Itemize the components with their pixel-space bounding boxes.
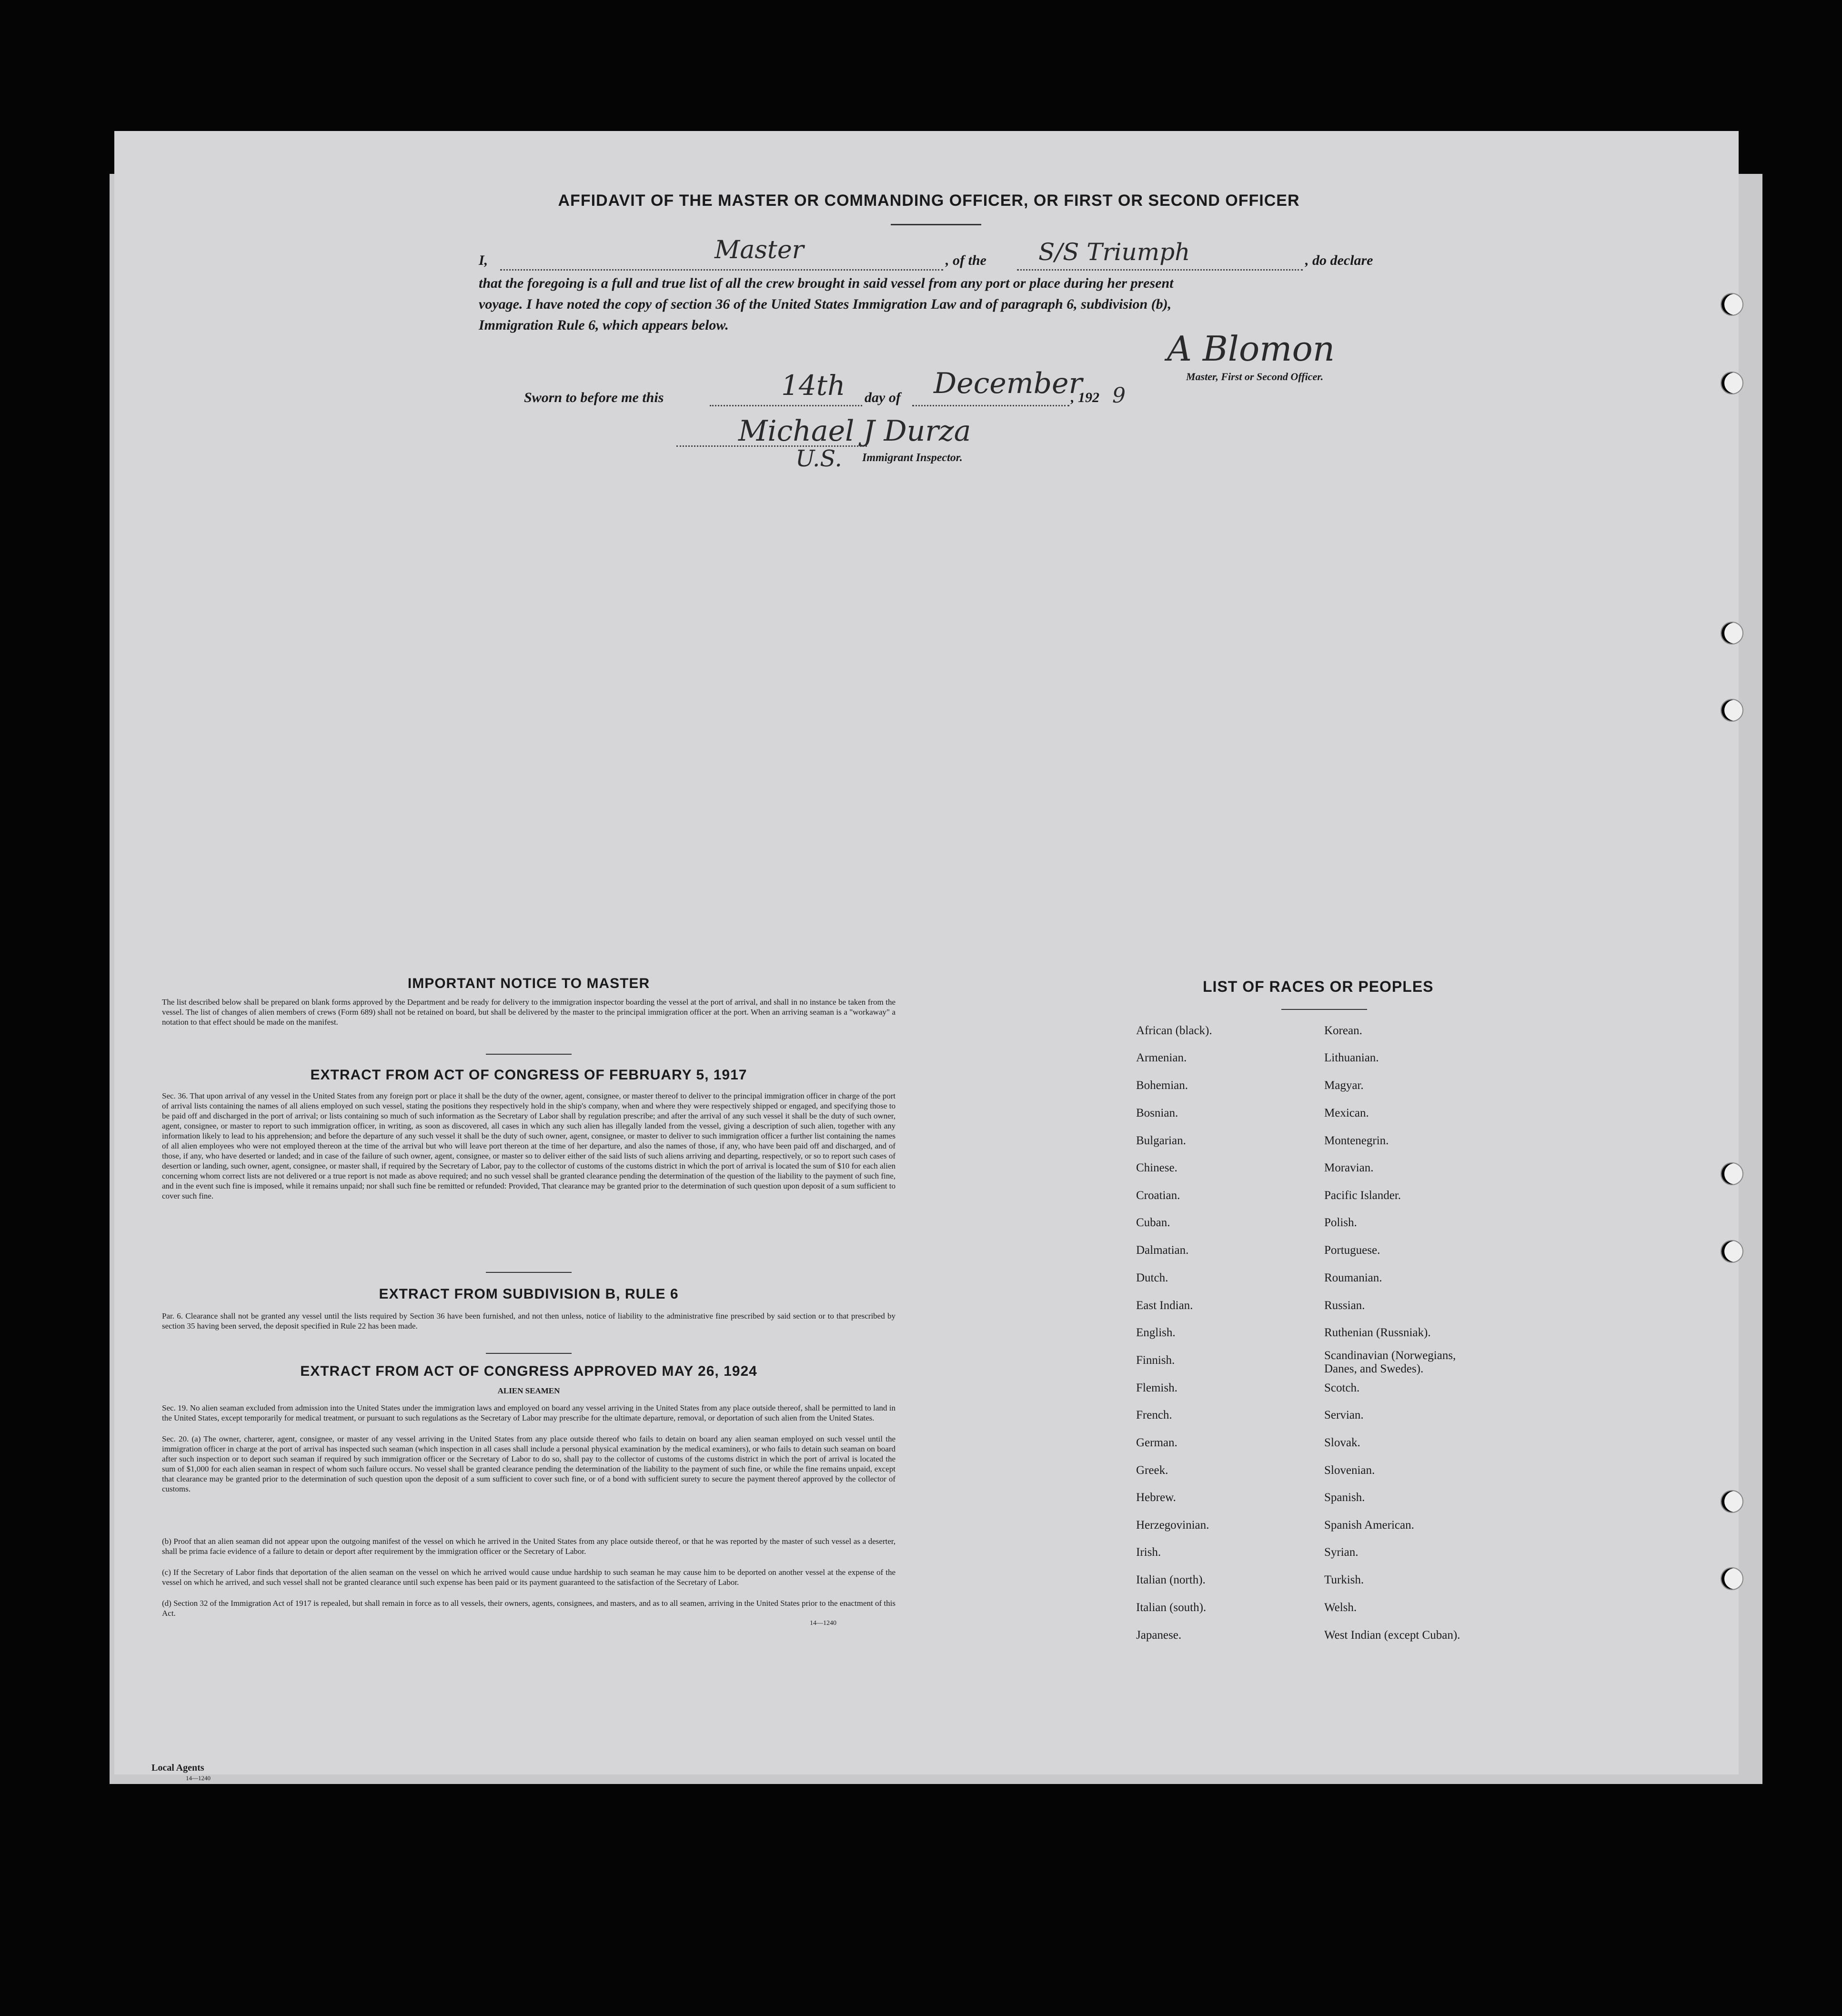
- notice-rule: [486, 1054, 572, 1055]
- race-item-right: Welsh.: [1324, 1601, 1357, 1614]
- race-item-right: Syrian.: [1324, 1546, 1359, 1559]
- punch-hole: [1721, 1567, 1743, 1590]
- extract-1924-subtitle: ALIEN SEAMEN: [497, 1386, 560, 1395]
- extract-1924-sec20a: Sec. 20. (a) The owner, charterer, agent, consignee, or master of any vessel arriving in the United States from any place outside thereof who fails to detain on board any alien seaman employed on such vessel until the immigration officer in charge at the port of arrival has inspected such seaman (which inspection in all cases shall include a personal physical examination by the medical examiners), or who fails to detain such seaman on board after such inspection or to deport such seaman if required by such immigration officer or the Secretary of Labor to do so, shall pay to the collector of customs of the customs district in which the port of arrival is located the sum of $1,000 for each alien seaman in respect of whom such failure occurs. No vessel shall be granted clearance pending the determination of the liability to the payment of such fine, or while the fine remains unpaid, except that clearance may be granted prior to the determination of such question upon the deposit of a sum sufficient to cover such fine, or of a bond with sufficient surety to secure the payment thereof approved by the collector of customs.: [162, 1434, 896, 1493]
- race-item-right: West Indian (except Cuban).: [1324, 1629, 1460, 1642]
- affidavit-body-line2: voyage. I have noted the copy of section 36 of the United States Immigration Law and of paragraph 6, subdivision (b),: [479, 296, 1172, 312]
- race-item-left: Finnish.: [1136, 1354, 1175, 1367]
- vessel-handwritten: S/S Triumph: [1038, 238, 1190, 266]
- race-item-right: Magyar.: [1324, 1079, 1364, 1092]
- race-item-left: Irish.: [1136, 1546, 1161, 1559]
- officer-caption: Master, First or Second Officer.: [1186, 371, 1324, 383]
- race-item-left: Bosnian.: [1136, 1107, 1178, 1119]
- day-of-label: day of: [865, 390, 901, 405]
- punch-hole: [1721, 1162, 1743, 1185]
- title-rule: [891, 224, 981, 225]
- race-item-left: Croatian.: [1136, 1189, 1180, 1202]
- race-item-left: Italian (north).: [1136, 1573, 1206, 1586]
- punch-hole: [1721, 1240, 1743, 1263]
- race-item-left: Dalmatian.: [1136, 1244, 1189, 1257]
- race-item-right: Slovak.: [1324, 1436, 1360, 1449]
- race-item-left: Flemish.: [1136, 1381, 1178, 1394]
- of-the-label: , of the: [946, 252, 986, 268]
- month-handwritten: December: [934, 367, 1083, 400]
- day-line: [710, 405, 862, 406]
- officer-signature: A Blomon: [1167, 329, 1335, 369]
- i-label: I,: [479, 252, 488, 268]
- rank-line: [500, 269, 943, 271]
- race-item-right: Korean.: [1324, 1024, 1362, 1037]
- race-item-right: Spanish.: [1324, 1491, 1365, 1504]
- race-item-right: Moravian.: [1324, 1161, 1374, 1174]
- race-item-right: Spanish American.: [1324, 1519, 1414, 1532]
- month-line: [912, 405, 1069, 406]
- race-item-left: Herzegovinian.: [1136, 1519, 1209, 1532]
- extract-rule6-text: Par. 6. Clearance shall not be granted any vessel until the lists required by Section 36 have been furnished, and not then unless, notice of liability to the administrative fine prescribed by said section or to that prescribed by section 35 having been served, the deposit specified in Rule 22 has been made.: [162, 1311, 896, 1331]
- races-title: LIST OF RACES OR PEOPLES: [1203, 978, 1434, 995]
- race-item-right: Ruthenian (Russniak).: [1324, 1326, 1431, 1339]
- race-item-left: Chinese.: [1136, 1161, 1178, 1174]
- extract-form-number: 14—1240: [810, 1620, 836, 1627]
- extract-1917-title: EXTRACT FROM ACT OF CONGRESS OF FEBRUARY 5, 1917: [310, 1067, 747, 1083]
- punch-hole: [1721, 293, 1743, 316]
- affidavit-body-line3: Immigration Rule 6, which appears below.: [479, 317, 729, 333]
- rank-handwritten: Master: [715, 236, 804, 264]
- punch-hole: [1721, 1490, 1743, 1513]
- race-item-left: Bohemian.: [1136, 1079, 1188, 1092]
- race-item-right: Mexican.: [1324, 1107, 1369, 1119]
- race-item-right: Pacific Islander.: [1324, 1189, 1401, 1202]
- race-item-left: French.: [1136, 1409, 1172, 1421]
- punch-hole: [1721, 372, 1743, 394]
- punch-hole: [1721, 622, 1743, 645]
- race-item-left: Italian (south).: [1136, 1601, 1207, 1614]
- race-item-right: Russian.: [1324, 1299, 1365, 1312]
- extract-rule6-rule: [486, 1353, 572, 1354]
- races-rule: [1281, 1009, 1367, 1010]
- race-item-left: Japanese.: [1136, 1629, 1182, 1642]
- race-item-left: African (black).: [1136, 1024, 1212, 1037]
- vessel-line: [1017, 269, 1303, 271]
- extract-1924-sec20d: (d) Section 32 of the Immigration Act of 1917 is repealed, but shall remain in force as to all vessels, their owners, agents, consignees, and masters, and as to all seamen, arriving in the United States prior to the enactment of this Act.: [162, 1599, 896, 1618]
- notice-title: IMPORTANT NOTICE TO MASTER: [407, 976, 650, 991]
- do-declare-label: , do declare: [1305, 252, 1373, 268]
- affidavit-body-line1: that the foregoing is a full and true list of all the crew brought in said vessel from any port or place during her present: [479, 275, 1174, 291]
- extract-1917-text: Sec. 36. That upon arrival of any vessel in the United States from any foreign port or place it shall be the duty of the owner, agent, consignee, or master thereof to deliver to the principal immigration officer in charge of the port of arrival lists containing the names of all aliens employed on such vessel, stating the positions they respectively hold in the ship's company, when and where they were respectively shipped or engaged, and specifying those to be paid off and discharged in the port of arrival; or lists containing so much of such information as the Secretary of Labor shall by regulation prescribe; and after the arrival of any such vessel it shall be the duty of such owner, agent, consignee, or master to report to such immigration officer, in writing, as soon as discovered, all cases in which any such alien has illegally landed from the vessel, giving a description of such alien, together with any information likely to lead to his apprehension; and before the departure of any such vessel it shall be the duty of such owner, agent, consignee, or master to deliver to such immigration officer a further list containing the names of all alien employees who were not employed thereon at the time of the arrival but who will leave port thereon at the time of her departure, and also the names of those, if any, who have been paid off and discharged, and of those, if any, who have deserted or landed; and in case of the failure of such owner, agent, consignee, or master so to deliver either of the said lists of such aliens arriving and departing, respectively, or so to report such cases of desertion or landing, such owner, agent, consignee, or master shall, if required by the Secretary of Labor, pay to the collector of customs of the customs district in which the port of arrival is located the sum of $10 for each alien concerning whom correct lists are not delivered or a true report is not made as above required; and no such vessel shall be granted clearance pending the determination of the question of the liability to the payment of such fine, and in the event such fine is imposed, while it remains unpaid; nor shall such fine be remitted or refunded: Provided, That clearance may be granted prior to the determination of such question upon deposit of a sum sufficient to cover such fine.: [162, 1091, 896, 1200]
- extract-rule6-title: EXTRACT FROM SUBDIVISION B, RULE 6: [379, 1286, 679, 1302]
- race-item-left: Hebrew.: [1136, 1491, 1176, 1504]
- affidavit-title: AFFIDAVIT OF THE MASTER OR COMMANDING OFFICER, OR FIRST OR SECOND OFFICER: [558, 192, 1300, 210]
- footer-form-number: 14—1240: [186, 1774, 211, 1782]
- extract-1924-sec20b: (b) Proof that an alien seaman did not appear upon the outgoing manifest of the vessel on which he arrived in the United States from any place outside thereof, or that he was reported by the master of such vessel as a deserter, shall be prima facie evidence of a failure to detain or deport after requirement by the immigration officer or the Secretary of Labor.: [162, 1537, 896, 1556]
- race-item-right: Montenegrin.: [1324, 1134, 1389, 1147]
- race-item-left: Greek.: [1136, 1464, 1168, 1477]
- notice-text: The list described below shall be prepared on blank forms approved by the Department and be ready for delivery to the immigration inspector boarding the vessel at the port of arrival, and shall in no instance be taken from the vessel. The list of changes of alien members of crews (Form 689) shall not be retained on board, but shall be delivered by the master to the principal immigration officer at the port. When an arriving seaman is a "workaway" a notation to that effect should be made on the manifest.: [162, 998, 896, 1027]
- race-item-left: East Indian.: [1136, 1299, 1193, 1312]
- race-item-right: Scandinavian (Norwegians, Danes, and Swedes).: [1324, 1349, 1456, 1375]
- year-digit-handwritten: 9: [1112, 383, 1126, 408]
- race-item-right: Servian.: [1324, 1409, 1364, 1421]
- race-item-right: Portuguese.: [1324, 1244, 1380, 1257]
- race-item-right: Lithuanian.: [1324, 1051, 1379, 1064]
- race-item-left: Cuban.: [1136, 1216, 1170, 1229]
- extract-1924-sec19: Sec. 19. No alien seaman excluded from admission into the United States under the immigration laws and employed on board any vessel arriving in the United States from any place outside thereof, shall be permitted to land in the United States, except temporarily for medical treatment, or pursuant to such regulations as the Secretary of Labor may prescribe for the ultimate departure, removal, or deportation of such alien from the United States.: [162, 1403, 896, 1422]
- race-item-right: Turkish.: [1324, 1573, 1364, 1586]
- race-item-right: Slovenian.: [1324, 1464, 1375, 1477]
- local-agents-label: Local Agents: [151, 1763, 204, 1773]
- punch-hole: [1721, 699, 1743, 722]
- race-item-left: Armenian.: [1136, 1051, 1187, 1064]
- race-item-right: Polish.: [1324, 1216, 1357, 1229]
- sworn-label: Sworn to before me this: [524, 390, 664, 405]
- extract-1917-rule: [486, 1272, 572, 1273]
- race-item-right: Scotch.: [1324, 1381, 1360, 1394]
- year-prefix: , 192: [1071, 390, 1099, 405]
- race-item-right: Roumanian.: [1324, 1271, 1382, 1284]
- race-item-left: English.: [1136, 1326, 1176, 1339]
- document-page: [114, 131, 1739, 1774]
- inspector-signature: Michael J Durza: [738, 414, 971, 448]
- day-handwritten: 14th: [781, 369, 846, 402]
- inspector-prefix: U.S.: [795, 445, 842, 472]
- race-item-left: Dutch.: [1136, 1271, 1168, 1284]
- race-item-left: Bulgarian.: [1136, 1134, 1186, 1147]
- race-item-left: German.: [1136, 1436, 1178, 1449]
- extract-1924-sec20c: (c) If the Secretary of Labor finds that deportation of the alien seaman on the vessel on which he arrived would cause undue hardship to such seaman he may cause him to be deported on another vessel at the expense of the vessel on which he arrived, and such vessel shall not be granted clearance until such expense has been paid or its payment guaranteed to the satisfaction of the Secretary of Labor.: [162, 1568, 896, 1587]
- inspector-caption: Immigrant Inspector.: [862, 452, 963, 464]
- extract-1924-title: EXTRACT FROM ACT OF CONGRESS APPROVED MAY 26, 1924: [300, 1363, 757, 1379]
